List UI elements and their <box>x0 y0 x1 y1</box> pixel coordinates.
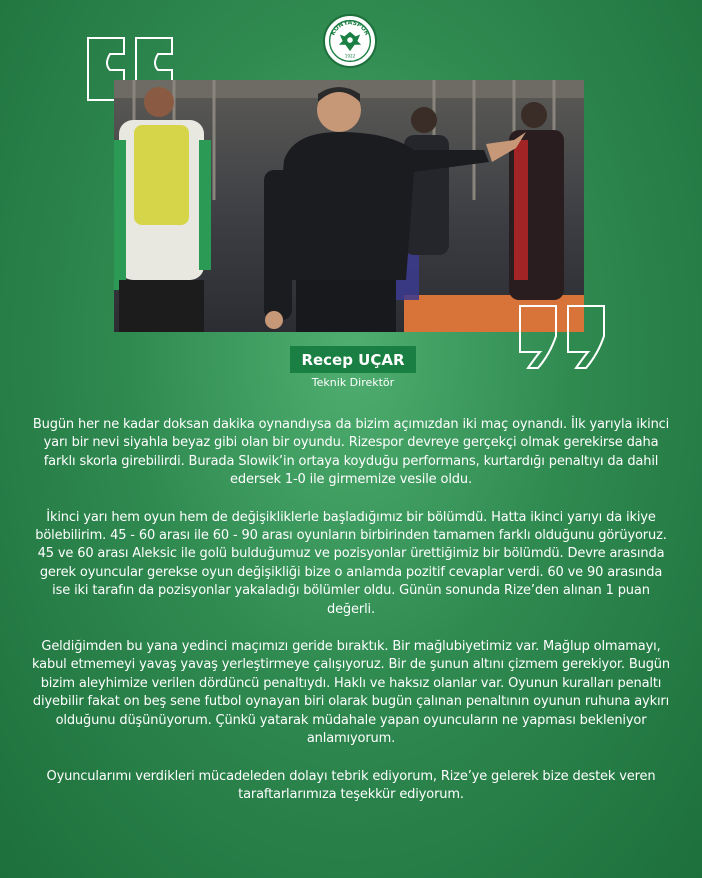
paragraph: Bugün her ne kadar doksan dakika oynandıysa da bizim açımızdan iki maç oynandı. İlk yarıyla ikinci yarı bir nevi siyahla beyaz gibi olan bir oyundu. Rizespor devreye gerçekçi olmak gerekirse daha farklı skorla girebilirdi. Burada Slowik’in ortaya koyduğu performans, kurtardığı penaltıyı da dahil edersek 1-0 ile girmemize vesile oldu. <box>32 417 670 488</box>
paragraph: Geldiğimden bu yana yedinci maçımızı geride bıraktık. Bir mağlubiyetimiz var. Mağlup olmamayı, kabul etmemeyi yavaş yavaş yerleştirmeye çalışıyoruz. Bir de şunun altını çizmem gerekiyor. Bugün bizim aleyhimize verilen dördüncü penaltıydı. Haklı ve haksız olanlar var. Oyunun kuralları penaltı diyebilir fakat on beş sene futbol oynayan biri olarak bugün çalınan penaltının oyunun ruhuna aykırı olduğunu düşünüyorum. Çünkü yatarak müdahale yapan oyuncuların ne yapması bekleniyor anlamıyorum. <box>32 639 670 747</box>
speaker-name: Recep UÇAR <box>290 346 416 373</box>
close-quote-icon <box>516 302 612 372</box>
paragraph: İkinci yarı hem oyun hem de değişikliklerle başladığımız bir bölümdü. Hatta ikinci yarıyı da ikiye bölebilirim. 45 - 60 arası ile 60 - 90 arası oyunların birbirinden tamamen farklı olduğunu görüyoruz. 45 ve 60 arası Aleksic ile golü bulduğumuz ve pozisyonlar ürettiğimiz bir bölümdü. Devre arasında gerek oyuncular gerekse oyun değişikliği bize o anlamda pozitif cevaplar verdi. 60 ve 90 arasında ise iki tarafın da pozisyonlar yakaladığı bölümler oldu. Günün sonunda Rize’den alınan 1 puan değerli. <box>35 509 667 617</box>
statement-text <box>30 416 672 823</box>
svg-text:1922: 1922 <box>344 53 356 59</box>
club-logo <box>323 14 377 68</box>
svg-text:KONYASPOR: KONYASPOR <box>329 19 371 37</box>
coach-photo <box>114 80 584 332</box>
speaker-role: Teknik Direktör <box>311 376 395 389</box>
paragraph: Oyuncularımı verdikleri mücadeleden dolayı tebrik ediyorum, Rize’ye gelerek bize destek veren taraftarlarımıza teşekkür ediyorum. <box>46 768 656 802</box>
